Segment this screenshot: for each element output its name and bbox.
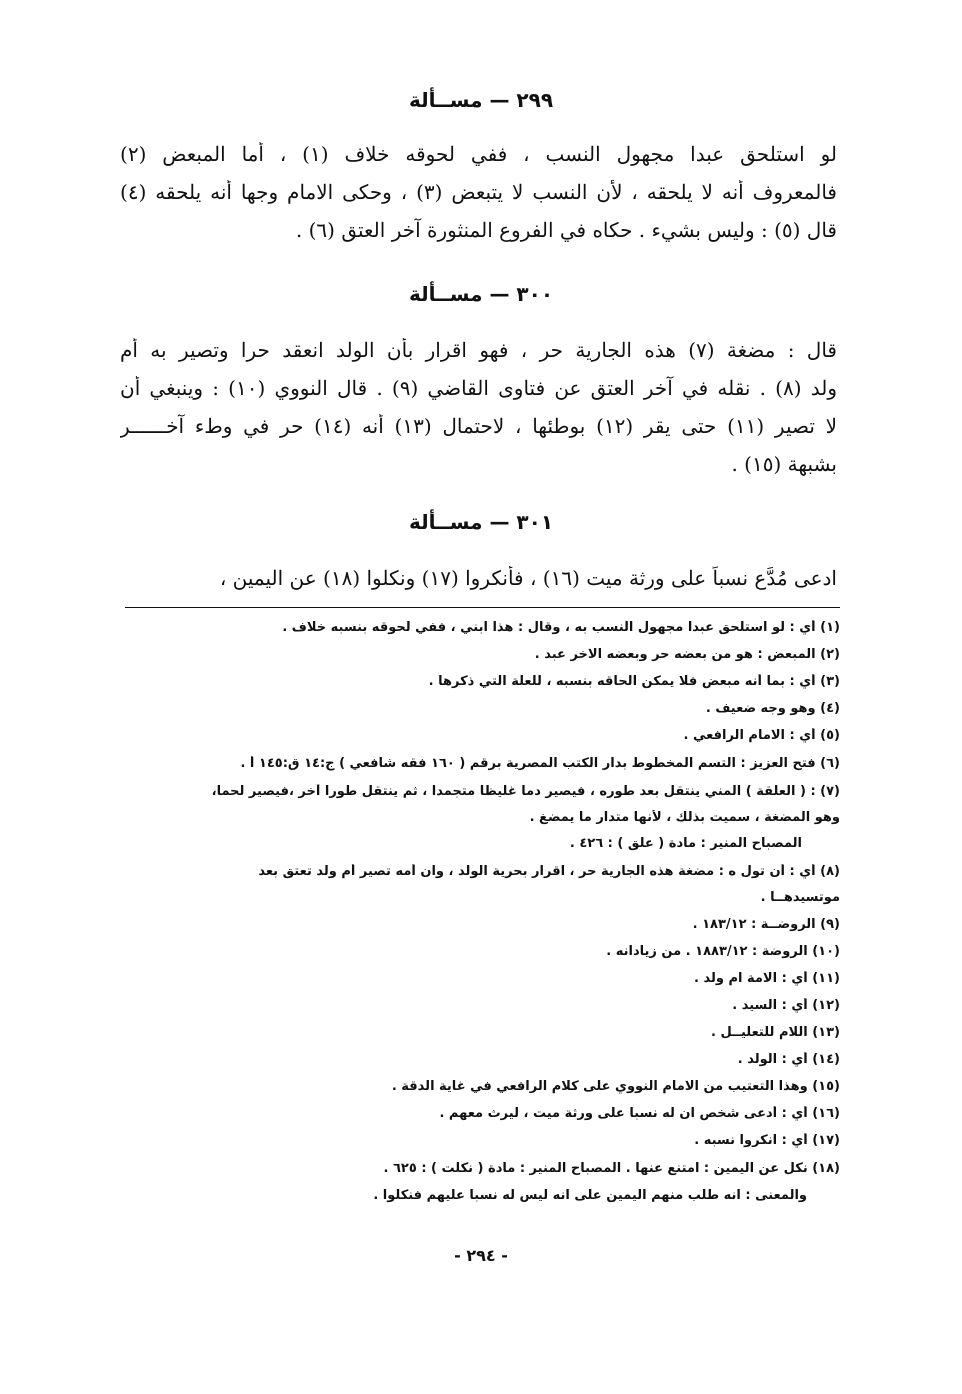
footnote-18-cont: والمعنى : انه طلب منهم اليمين على انه ليس له نسبا عليهم فنكلوا . xyxy=(373,1188,807,1203)
issue-300-line-2: ولد (٨) . نقله في آخر العتق عن فتاوى القاضي (٩) . قال النووي (١٠) : وينبغي أن xyxy=(120,376,837,400)
footnote-4: (٤) وهو وجه ضعيف . xyxy=(705,701,840,716)
footnote-14: (١٤) أي : الولد . xyxy=(737,1052,840,1067)
issue-heading-301: ٣٠١ — مســألة xyxy=(408,510,554,534)
footnote-7-source: المصباح المنير : مادة ( علق ) : ٤٢٦ . xyxy=(569,836,802,851)
footnote-6: (٦) فتح العزيز : التسم المخطوط بدار الكتب المصرية برقم ( ١٦٠ فقه شافعي ) ج:١٤ ق:١٤٥ أ . xyxy=(240,756,840,771)
issue-heading-300: ٣٠٠ — مســألة xyxy=(408,282,554,306)
footnote-11: (١١) أي : الامة ام ولد . xyxy=(694,971,840,986)
footnote-10: (١٠) الروضة : ١٨٨٣/١٢ . من زيادانه . xyxy=(606,944,840,959)
issue-heading-299: ٢٩٩ — مســألة xyxy=(408,88,554,112)
footnote-1: (١) أي : لو استلحق عبدا مجهول النسب به ، وقال : هذا ابني ، ففي لحوقه بنسبه خلاف . xyxy=(282,620,840,635)
footnote-17: (١٧) أي : انكروا نسبه . xyxy=(694,1133,840,1148)
footnote-5: (٥) أي : الامام الرافعي . xyxy=(683,728,840,743)
footnote-12: (١٢) أي : السيد . xyxy=(732,998,840,1013)
issue-301-line-1: ادعى مُدَّعٍ نسباً على ورثة ميت (١٦) ، فأنكروا (١٧) ونكلوا (١٨) عن اليمين ، xyxy=(219,566,837,590)
footnote-8: (٨) أي : أن تول ه : مضغة هذه الجارية حر ، اقرار بحرية الولد ، وان أمه تصير أم ولد تعتق بعد xyxy=(258,864,840,879)
footnote-7: (٧) : ( العلقة ) المني ينتقل بعد طوره ، فيصير دما غليظا متجمدا ، ثم ينتقل طورا آخر ،فيصير لحما، xyxy=(211,784,840,799)
footnote-7-cont: وهو المضغة ، سميت بذلك ، لأنها متدار ما يمضغ . xyxy=(529,810,840,825)
issue-299-line-3: قال (٥) : وليس بشيء . حكاه في الفروع المنثورة آخر العتق (٦) . xyxy=(295,218,837,242)
footnote-8-cont: موتسيدهــا . xyxy=(760,890,840,905)
issue-300-line-4: بشبهة (١٥) . xyxy=(731,452,837,476)
footnote-15: (١٥) وهذا التعتيب من الامام النووي على كلام الرافعي في غاية الدقة . xyxy=(391,1079,840,1094)
page-number: - ٢٩٤ - xyxy=(454,1246,508,1265)
footnote-2: (٢) المبعض : هو من بعضه حر وبعضه الاخر عبد . xyxy=(534,647,840,662)
issue-299-line-1: لو استلحق عبدا مجهول النسب ، ففي لحوقه خلاف (١) ، أما المبعض (٢) xyxy=(120,142,837,166)
footnote-16: (١٦) أي : أدعى شخص ان له نسبا على ورثة ميت ، ليرث معهم . xyxy=(439,1106,840,1121)
footnote-13: (١٣) اللام للتعليــل . xyxy=(711,1025,840,1040)
footnote-separator xyxy=(125,607,840,608)
footnote-18: (١٨) نكل عن اليمين : امتنع عنها . المصباح المنير : مادة ( نكلت ) : ٦٢٥ . xyxy=(383,1161,840,1176)
footnote-3: (٣) أي : بما أنه مبعض فلا يمكن الحاقه بنسبه ، للعلة التي ذكرها . xyxy=(428,674,840,689)
issue-299-line-2: فالمعروف أنه لا يلحقه ، لأن النسب لا يتبعض (٣) ، وحكى الامام وجها أنه يلحقه (٤) xyxy=(120,180,837,204)
issue-300-line-1: قال : مضغة (٧) هذه الجارية حر ، فهو اقرار بأن الولد انعقد حرا وتصير به أم xyxy=(120,338,837,362)
issue-300-line-3: لا تصير (١١) حتى يقر (١٢) بوطئها ، لاحتمال (١٣) أنه (١٤) حر في وطء آخــــــر xyxy=(120,414,837,438)
footnote-9: (٩) الروضــة : ١٨٣/١٢ . xyxy=(692,917,840,932)
